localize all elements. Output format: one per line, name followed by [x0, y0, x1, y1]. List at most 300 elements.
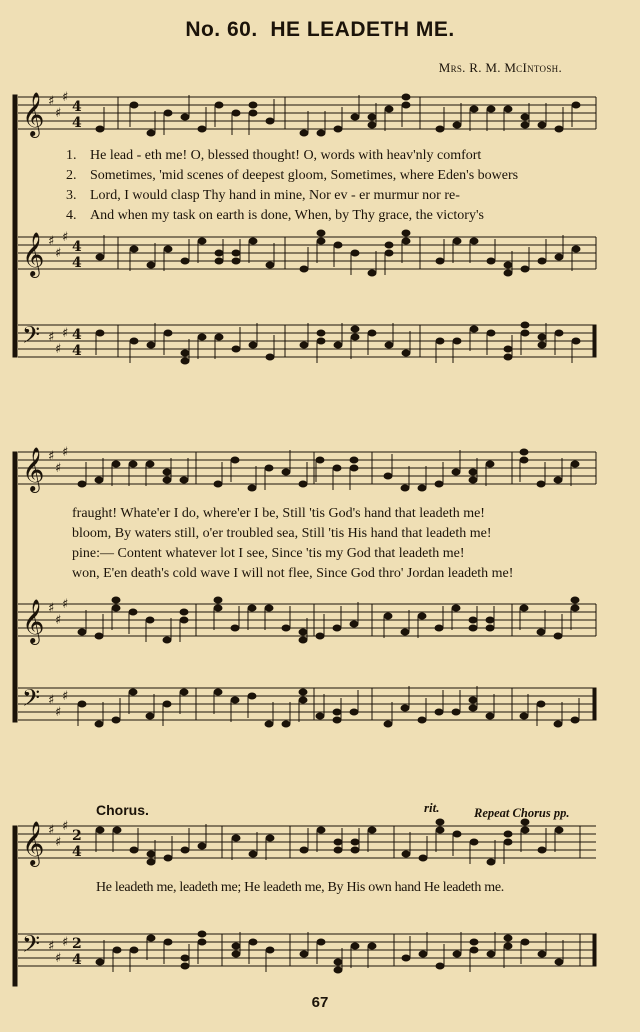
note-head — [452, 469, 460, 475]
note-head — [198, 126, 206, 132]
note-head — [487, 258, 495, 264]
note-head — [112, 461, 120, 467]
note-head — [249, 102, 257, 108]
sharp-icon: ♯ — [48, 449, 55, 464]
note-head — [520, 449, 528, 455]
note-head — [453, 238, 461, 244]
note-head — [402, 350, 410, 356]
note-head — [351, 326, 359, 332]
note-head — [231, 697, 239, 703]
note-head — [334, 342, 342, 348]
note-head — [350, 621, 358, 627]
sharp-icon: ♯ — [62, 689, 69, 704]
note-head — [147, 859, 155, 865]
note-head — [249, 939, 257, 945]
note-head — [181, 847, 189, 853]
note-head — [436, 819, 444, 825]
note-head — [333, 709, 341, 715]
note-head — [368, 827, 376, 833]
note-head — [571, 717, 579, 723]
note-head — [163, 637, 171, 643]
note-head — [384, 613, 392, 619]
note-head — [248, 693, 256, 699]
note-head — [402, 851, 410, 857]
note-head — [504, 831, 512, 837]
note-head — [334, 847, 342, 853]
note-head — [521, 827, 529, 833]
verse-line: 3. Lord, I would clasp Thy hand in mine, Nor ev - er murmur nor re- — [66, 188, 460, 203]
note-head — [402, 102, 410, 108]
note-head — [538, 122, 546, 128]
note-head — [232, 951, 240, 957]
note-head — [300, 266, 308, 272]
note-head — [300, 130, 308, 136]
final-bar-line — [593, 325, 596, 357]
note-head — [469, 617, 477, 623]
verse-line: 1. He lead - eth me! O, blessed thought! O, words with heav'nly comfort — [66, 148, 482, 163]
note-head — [537, 629, 545, 635]
bass-clef-icon: 𝄢 — [22, 684, 41, 717]
note-head — [300, 847, 308, 853]
note-head — [453, 122, 461, 128]
note-head — [537, 701, 545, 707]
note-head — [469, 625, 477, 631]
note-head — [232, 250, 240, 256]
note-head — [521, 330, 529, 336]
sharp-icon: ♯ — [62, 819, 69, 834]
final-bar-line — [593, 688, 596, 720]
note-head — [368, 122, 376, 128]
note-head — [333, 625, 341, 631]
note-head — [266, 262, 274, 268]
chorus-label: Chorus. — [96, 802, 149, 818]
note-head — [537, 481, 545, 487]
note-head — [265, 605, 273, 611]
note-head — [487, 859, 495, 865]
note-head — [520, 605, 528, 611]
note-head — [452, 709, 460, 715]
note-head — [435, 709, 443, 715]
note-head — [180, 609, 188, 615]
note-head — [147, 262, 155, 268]
note-head — [147, 130, 155, 136]
note-head — [333, 717, 341, 723]
time-signature: 4 — [72, 99, 82, 115]
note-head — [248, 485, 256, 491]
note-head — [317, 130, 325, 136]
time-signature: 4 — [72, 952, 82, 968]
note-head — [130, 947, 138, 953]
note-head — [214, 605, 222, 611]
note-head — [401, 629, 409, 635]
note-head — [317, 338, 325, 344]
note-head — [487, 951, 495, 957]
note-head — [571, 597, 579, 603]
note-head — [112, 605, 120, 611]
note-head — [521, 122, 529, 128]
note-head — [180, 689, 188, 695]
note-head — [266, 118, 274, 124]
note-head — [504, 270, 512, 276]
note-head — [113, 947, 121, 953]
note-head — [214, 689, 222, 695]
note-head — [146, 461, 154, 467]
time-signature: 4 — [72, 327, 82, 343]
time-signature: 4 — [72, 239, 82, 255]
note-head — [266, 835, 274, 841]
sharp-icon: ♯ — [62, 90, 69, 105]
note-head — [130, 246, 138, 252]
note-head — [181, 955, 189, 961]
note-head — [401, 705, 409, 711]
note-head — [504, 839, 512, 845]
note-head — [368, 114, 376, 120]
note-head — [555, 959, 563, 965]
note-head — [470, 106, 478, 112]
sharp-icon: ♯ — [55, 461, 62, 476]
verse-line: 4. And when my task on earth is done, When, by Thy grace, the victory's — [66, 208, 484, 223]
note-head — [129, 609, 137, 615]
note-head — [418, 717, 426, 723]
note-head — [163, 701, 171, 707]
note-head — [436, 126, 444, 132]
note-head — [147, 342, 155, 348]
note-head — [215, 250, 223, 256]
note-head — [351, 943, 359, 949]
note-head — [572, 102, 580, 108]
sharp-icon: ♯ — [62, 597, 69, 612]
composer-credit: Mrs. R. M. McIntosh. — [438, 60, 562, 75]
note-head — [368, 943, 376, 949]
note-head — [504, 354, 512, 360]
verse-line: fraught! Whate'er I do, where'er I be, Still 'tis God's hand that leadeth me! — [72, 506, 485, 521]
note-head — [402, 230, 410, 236]
note-head — [521, 322, 529, 328]
note-head — [317, 827, 325, 833]
note-head — [249, 342, 257, 348]
note-head — [555, 330, 563, 336]
note-head — [487, 106, 495, 112]
note-head — [113, 827, 121, 833]
note-head — [316, 633, 324, 639]
note-head — [334, 959, 342, 965]
note-head — [435, 481, 443, 487]
note-head — [129, 461, 137, 467]
system-brace — [13, 826, 17, 986]
treble-clef-icon: 𝄞 — [22, 599, 45, 643]
note-head — [334, 839, 342, 845]
note-head — [215, 334, 223, 340]
sharp-icon: ♯ — [55, 342, 62, 357]
note-head — [470, 238, 478, 244]
note-head — [384, 473, 392, 479]
chorus-lyric: He leadeth me, leadeth me; He leadeth me, By His own hand He leadeth me. — [96, 880, 504, 895]
note-head — [96, 330, 104, 336]
treble-clef-icon: 𝄞 — [22, 92, 45, 136]
system-brace — [13, 452, 17, 722]
note-head — [317, 939, 325, 945]
note-head — [232, 346, 240, 352]
note-head — [350, 709, 358, 715]
note-head — [130, 338, 138, 344]
note-head — [164, 246, 172, 252]
hymn-title: HE LEADETH ME. — [270, 18, 455, 41]
note-head — [486, 713, 494, 719]
note-head — [486, 461, 494, 467]
note-head — [232, 110, 240, 116]
note-head — [299, 481, 307, 487]
note-head — [538, 342, 546, 348]
note-head — [180, 477, 188, 483]
note-head — [198, 843, 206, 849]
time-signature: 2 — [72, 936, 82, 952]
note-head — [470, 947, 478, 953]
note-head — [232, 835, 240, 841]
note-head — [317, 330, 325, 336]
note-head — [198, 334, 206, 340]
sharp-icon: ♯ — [55, 106, 62, 121]
note-head — [249, 238, 257, 244]
note-head — [282, 625, 290, 631]
note-head — [351, 334, 359, 340]
note-head — [232, 258, 240, 264]
note-head — [266, 947, 274, 953]
note-head — [554, 721, 562, 727]
note-head — [555, 254, 563, 260]
note-head — [418, 613, 426, 619]
note-head — [232, 943, 240, 949]
sharp-icon: ♯ — [48, 234, 55, 249]
note-head — [401, 485, 409, 491]
note-head — [130, 847, 138, 853]
note-head — [470, 839, 478, 845]
note-head — [249, 851, 257, 857]
treble-clef-icon: 𝄞 — [22, 447, 45, 491]
note-head — [334, 126, 342, 132]
note-head — [470, 326, 478, 332]
note-head — [452, 605, 460, 611]
note-head — [504, 262, 512, 268]
sharp-icon: ♯ — [62, 230, 69, 245]
sharp-icon: ♯ — [55, 705, 62, 720]
note-head — [469, 469, 477, 475]
note-head — [163, 469, 171, 475]
note-head — [180, 617, 188, 623]
ritardando-mark: rit. — [424, 800, 440, 815]
note-head — [300, 342, 308, 348]
note-head — [436, 963, 444, 969]
note-head — [572, 246, 580, 252]
note-head — [96, 126, 104, 132]
note-head — [317, 230, 325, 236]
note-head — [214, 597, 222, 603]
note-head — [96, 254, 104, 260]
note-head — [163, 477, 171, 483]
verse-line: 2. Sometimes, 'mid scenes of deepest gloom, Sometimes, where Eden's bowers — [66, 168, 519, 183]
note-head — [486, 625, 494, 631]
note-head — [231, 625, 239, 631]
note-head — [368, 330, 376, 336]
bass-clef-icon: 𝄢 — [22, 321, 41, 354]
note-head — [316, 713, 324, 719]
note-head — [384, 721, 392, 727]
note-head — [181, 114, 189, 120]
page-number: 67 — [311, 994, 329, 1011]
sharp-icon: ♯ — [55, 246, 62, 261]
note-head — [78, 701, 86, 707]
time-signature: 4 — [72, 115, 82, 131]
time-signature: 4 — [72, 844, 82, 860]
note-head — [350, 465, 358, 471]
note-head — [504, 346, 512, 352]
sharp-icon: ♯ — [48, 693, 55, 708]
verse-line: won, E'en death's cold wave I will not flee, Since God thro' Jordan leadeth me! — [72, 566, 514, 581]
verse-line: pine:— Content whatever lot I see, Since 'tis my God that leadeth me! — [72, 546, 465, 561]
note-head — [572, 338, 580, 344]
note-head — [521, 114, 529, 120]
note-head — [96, 959, 104, 965]
note-head — [418, 485, 426, 491]
note-head — [385, 106, 393, 112]
treble-clef-icon: 𝄞 — [22, 821, 45, 865]
note-head — [351, 839, 359, 845]
sharp-icon: ♯ — [62, 935, 69, 950]
note-head — [266, 354, 274, 360]
note-head — [571, 605, 579, 611]
note-head — [299, 629, 307, 635]
note-head — [469, 705, 477, 711]
note-head — [385, 342, 393, 348]
note-head — [436, 338, 444, 344]
note-head — [504, 106, 512, 112]
note-head — [181, 963, 189, 969]
repeat-instruction: Repeat Chorus pp. — [474, 806, 570, 820]
note-head — [555, 827, 563, 833]
final-bar-line — [593, 934, 596, 966]
bass-clef-icon: 𝄢 — [22, 930, 41, 963]
note-head — [164, 939, 172, 945]
note-head — [164, 855, 172, 861]
note-head — [95, 477, 103, 483]
note-head — [198, 939, 206, 945]
sharp-icon: ♯ — [55, 613, 62, 628]
note-head — [385, 242, 393, 248]
note-head — [520, 713, 528, 719]
note-head — [469, 697, 477, 703]
note-head — [521, 266, 529, 272]
time-signature: 2 — [72, 828, 82, 844]
note-head — [249, 110, 257, 116]
note-head — [282, 721, 290, 727]
note-head — [453, 951, 461, 957]
note-head — [282, 469, 290, 475]
note-head — [351, 114, 359, 120]
note-head — [504, 943, 512, 949]
note-head — [487, 330, 495, 336]
sharp-icon: ♯ — [55, 951, 62, 966]
note-head — [146, 713, 154, 719]
note-head — [453, 338, 461, 344]
note-head — [198, 931, 206, 937]
note-head — [164, 110, 172, 116]
note-head — [368, 270, 376, 276]
note-head — [351, 250, 359, 256]
note-head — [95, 721, 103, 727]
note-head — [333, 465, 341, 471]
note-head — [112, 717, 120, 723]
note-head — [402, 238, 410, 244]
note-head — [130, 102, 138, 108]
note-head — [385, 250, 393, 256]
note-head — [265, 721, 273, 727]
time-signature: 4 — [72, 343, 82, 359]
note-head — [299, 689, 307, 695]
treble-clef-icon: 𝄞 — [22, 232, 45, 276]
sharp-icon: ♯ — [48, 94, 55, 109]
sharp-icon: ♯ — [62, 445, 69, 460]
note-head — [78, 481, 86, 487]
note-head — [419, 855, 427, 861]
note-head — [453, 831, 461, 837]
note-head — [554, 477, 562, 483]
note-head — [181, 358, 189, 364]
note-head — [334, 967, 342, 973]
note-head — [538, 334, 546, 340]
note-head — [112, 597, 120, 603]
note-head — [78, 629, 86, 635]
time-signature: 4 — [72, 255, 82, 271]
note-head — [316, 457, 324, 463]
note-head — [436, 827, 444, 833]
note-head — [164, 330, 172, 336]
note-head — [300, 951, 308, 957]
sharp-icon: ♯ — [55, 835, 62, 850]
note-head — [265, 465, 273, 471]
note-head — [198, 238, 206, 244]
sharp-icon: ♯ — [62, 326, 69, 341]
sharp-icon: ♯ — [48, 823, 55, 838]
note-head — [96, 827, 104, 833]
system-brace — [13, 95, 17, 357]
sharp-icon: ♯ — [48, 601, 55, 616]
note-head — [146, 617, 154, 623]
note-head — [469, 477, 477, 483]
note-head — [486, 617, 494, 623]
note-head — [181, 350, 189, 356]
note-head — [181, 258, 189, 264]
note-head — [555, 126, 563, 132]
note-head — [538, 951, 546, 957]
note-head — [435, 625, 443, 631]
note-head — [129, 689, 137, 695]
note-head — [538, 847, 546, 853]
note-head — [504, 935, 512, 941]
note-head — [402, 94, 410, 100]
note-head — [520, 457, 528, 463]
note-head — [231, 457, 239, 463]
note-head — [538, 258, 546, 264]
note-head — [248, 605, 256, 611]
verse-line: bloom, By waters still, o'er troubled sea, Still 'tis His hand that leadeth me! — [72, 526, 492, 541]
note-head — [334, 242, 342, 248]
sharp-icon: ♯ — [48, 939, 55, 954]
note-head — [147, 851, 155, 857]
note-head — [350, 457, 358, 463]
note-head — [419, 951, 427, 957]
note-head — [317, 238, 325, 244]
note-head — [470, 939, 478, 945]
note-head — [521, 939, 529, 945]
